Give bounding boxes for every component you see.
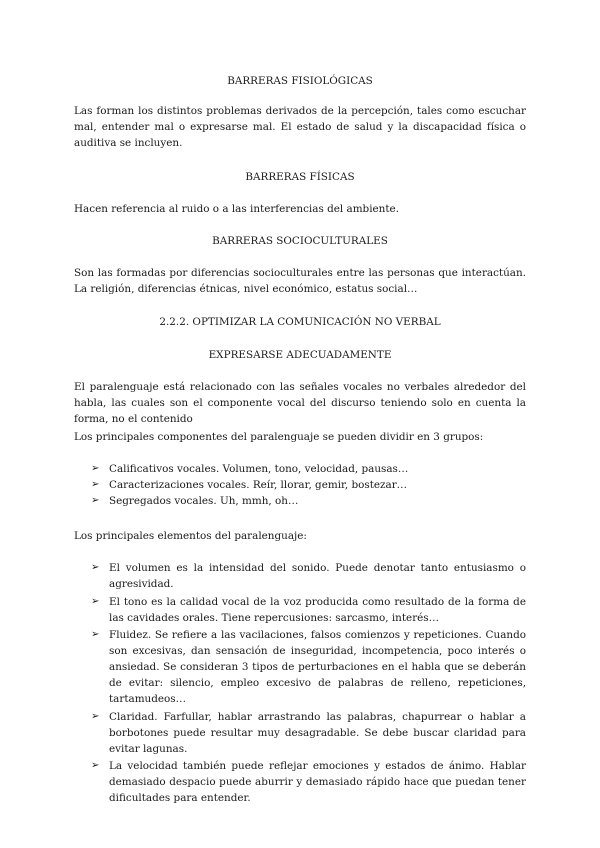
heading-optimizar-comunicacion: 2.2.2. OPTIMIZAR LA COMUNICACIÓN NO VERBAL [159,316,441,328]
arrow-bullet-icon: ➢ [91,562,100,573]
arrow-bullet-icon: ➢ [91,710,100,722]
arrow-bullet-icon: ➢ [91,495,100,506]
list-item: ➢ El volumen es la intensidad del sonido. Puede denotar tanto entusiasmo o agresividad. [91,562,526,590]
paragraph-barreras-fisicas: Hacen referencia al ruido o a las interferencias del ambiente. [74,203,400,215]
list-componentes [74,461,526,509]
arrow-bullet-icon: ➢ [91,595,100,607]
heading-barreras-fisicas: BARRERAS FÍSICAS [245,171,355,183]
paragraph-barreras-socioculturales: Son las formadas por diferencias socioculturales entre las personas que interactúan. La religión, diferencias étnicas, nivel económico, estatus social… [74,267,526,295]
paragraph-barreras-fisiologicas: Las forman los distintos problemas derivados de la percepción, tales como escuchar mal, entender mal o expresarse mal. El estado de salud y la discapacidad física o auditiva se incluyen. [74,105,526,149]
arrow-bullet-icon: ➢ [91,479,100,490]
heading-expresarse-adecuadamente: EXPRESARSE ADECUADAMENTE [208,349,392,361]
list-item: ➢ Calificativos vocales. Volumen, tono, velocidad, pausas… [91,463,409,475]
list-item: ➢ El tono es la calidad vocal de la voz producida como resultado de la forma de las cavidades orales. Tiene repercusiones: sarcasmo, interés… [91,595,526,624]
heading-barreras-fisiologicas: BARRERAS FISIOLÓGICAS [227,75,373,87]
arrow-bullet-icon: ➢ [91,760,100,771]
list-item: ➢ Caracterizaciones vocales. Reír, llorar, gemir, bostezar… [91,479,408,491]
paragraph-paralenguaje-elementos: Los principales elementos del paralenguaje: [74,530,307,542]
list-item: ➢ Segregados vocales. Uh, mmh, oh… [91,495,299,507]
list-item: ➢ Fluidez. Se refiere a las vacilaciones, falsos comienzos y repeticiones. Cuando son excesivas, dan sensación de inseguridad, incompetencia, poco interés o ansiedad. Se consideran 3 tipos de perturbaciones en el habla que se deberán de evitar: silencio, empleo excesivo de palabras de relleno, repeticiones, tartamudeos… [91,629,526,705]
arrow-bullet-icon: ➢ [91,629,100,640]
list-elementos [74,560,526,808]
list-item: ➢ La velocidad también puede reflejar emociones y estados de ánimo. Hablar demasiado despacio puede aburrir y demasiado rápido hace que puedan tener dificultades para entender. [91,760,526,804]
list-item: ➢ Claridad. Farfullar, hablar arrastrando las palabras, chapurrear o hablar a borbotones puede resultar muy desagradable. Se debe buscar claridad para evitar lagunas. [91,710,526,755]
heading-barreras-socioculturales: BARRERAS SOCIOCULTURALES [212,235,388,247]
arrow-bullet-icon: ➢ [91,463,100,474]
paragraph-paralenguaje-definicion: El paralenguaje está relacionado con las señales vocales no verbales alrededor del habla, las cuales son el componente vocal del discurso teniendo solo en cuenta la forma, no el contenido [74,381,526,425]
paragraph-paralenguaje-componentes: Los principales componentes del paralenguaje se pueden dividir en 3 grupos: [74,431,484,443]
